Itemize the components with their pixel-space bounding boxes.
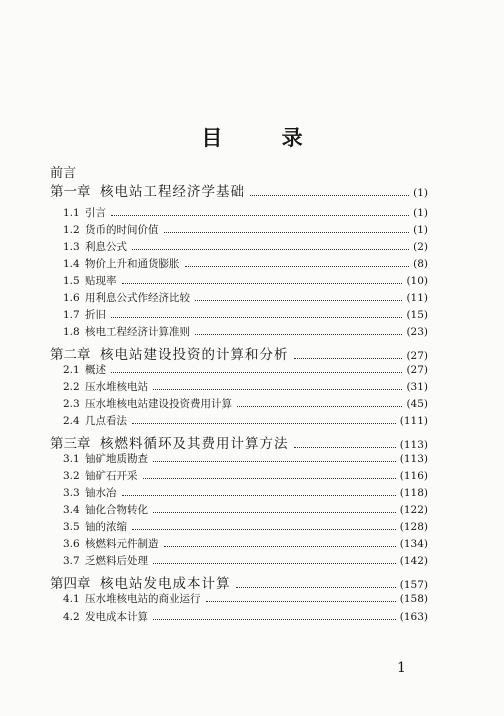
entry-title: 核电工程经济计算准则 xyxy=(85,326,190,338)
dot-leader xyxy=(122,282,403,284)
dot-leader xyxy=(132,248,409,250)
dot-leader xyxy=(153,618,396,620)
entry-title: 物价上升和通货膨胀 xyxy=(85,258,180,270)
entry-page: (163) xyxy=(399,611,428,623)
entry-title: 铀水冶 xyxy=(85,487,117,499)
entry-title: 核燃料循环及其费用计算方法 xyxy=(100,436,289,452)
dot-leader xyxy=(185,265,410,267)
toc-section-entry xyxy=(63,205,428,220)
entry-number: 第一章 xyxy=(50,184,91,200)
entry-page: (157) xyxy=(399,579,428,591)
toc-section-entry xyxy=(63,451,428,466)
entry-page: (8) xyxy=(413,258,428,270)
dot-leader xyxy=(111,371,402,373)
toc-section-entry xyxy=(63,307,428,322)
entry-page: (27) xyxy=(406,350,428,362)
entry-title: 利息公式 xyxy=(85,241,127,253)
dot-leader xyxy=(250,194,409,196)
entry-number: 1.6 xyxy=(63,292,80,304)
dot-leader xyxy=(236,586,396,588)
entry-number: 第二章 xyxy=(50,347,91,363)
dot-leader xyxy=(153,562,396,564)
dot-leader xyxy=(195,299,402,301)
entry-number: 3.6 xyxy=(63,538,80,550)
dot-leader xyxy=(111,214,409,216)
entry-page: (128) xyxy=(399,521,428,533)
entry-number: 1.8 xyxy=(63,326,80,338)
dot-leader xyxy=(153,460,396,462)
entry-page: (134) xyxy=(399,538,428,550)
dot-leader xyxy=(195,333,402,335)
dot-leader xyxy=(111,316,402,318)
toc-section-entry xyxy=(63,222,428,237)
toc-section-entry xyxy=(63,396,428,411)
toc-chapter-entry xyxy=(50,343,428,363)
entry-title: 核燃料元件制造 xyxy=(85,538,159,550)
entry-title: 核电站建设投资的计算和分析 xyxy=(100,347,289,363)
toc-section-entry xyxy=(63,591,428,606)
entry-title: 铀的浓缩 xyxy=(85,521,127,533)
entry-title: 铀化合物转化 xyxy=(85,504,148,516)
entry-page: (1) xyxy=(413,224,428,236)
entry-number: 第四章 xyxy=(50,576,91,592)
entry-title: 核电站发电成本计算 xyxy=(100,576,231,592)
toc-section-entry xyxy=(63,413,428,428)
toc-chapter-entry xyxy=(50,432,428,452)
dot-leader xyxy=(164,545,396,547)
toc-section-entry xyxy=(63,536,428,551)
entry-page: (31) xyxy=(406,381,428,393)
entry-number: 1.5 xyxy=(63,275,80,287)
entry-number: 1.1 xyxy=(63,207,80,219)
entry-number: 1.4 xyxy=(63,258,80,270)
toc-section-entry xyxy=(63,502,428,517)
entry-title: 贴现率 xyxy=(85,275,117,287)
entry-title: 铀矿地质勘查 xyxy=(85,453,148,465)
entry-number: 4.2 xyxy=(63,611,80,623)
entry-number: 3.5 xyxy=(63,521,80,533)
entry-page: (1) xyxy=(413,187,428,199)
dot-leader xyxy=(132,528,396,530)
toc-section-entry xyxy=(63,553,428,568)
toc-title: 目 录 xyxy=(201,126,329,150)
dot-leader xyxy=(164,231,410,233)
entry-page: (113) xyxy=(399,453,428,465)
dot-leader xyxy=(153,388,402,390)
entry-page: (27) xyxy=(406,364,428,376)
toc-section-entry xyxy=(63,256,428,271)
entry-number: 4.1 xyxy=(63,593,80,605)
entry-title: 压水堆核电站 xyxy=(85,381,148,393)
toc-section-entry xyxy=(63,273,428,288)
entry-number: 1.3 xyxy=(63,241,80,253)
entry-page: (118) xyxy=(399,487,428,499)
entry-number: 1.2 xyxy=(63,224,80,236)
entry-number: 第三章 xyxy=(50,436,91,452)
entry-page: (23) xyxy=(406,326,428,338)
entry-title: 货币的时间价值 xyxy=(85,224,159,236)
entry-title: 铀矿石开采 xyxy=(85,470,138,482)
dot-leader xyxy=(206,600,396,602)
toc-section-entry xyxy=(63,468,428,483)
page-number: 1 xyxy=(397,660,406,676)
entry-page: (2) xyxy=(413,241,428,253)
entry-number: 3.2 xyxy=(63,470,80,482)
dot-leader xyxy=(237,405,402,407)
toc-section-entry xyxy=(63,362,428,377)
entry-page: (45) xyxy=(406,398,428,410)
toc-section-entry xyxy=(63,485,428,500)
entry-number: 2.3 xyxy=(63,398,80,410)
entry-title: 几点看法 xyxy=(85,415,127,427)
toc-chapter-entry xyxy=(50,180,428,200)
entry-page: (11) xyxy=(406,292,428,304)
entry-number: 3.3 xyxy=(63,487,80,499)
entry-page: (1) xyxy=(413,207,428,219)
dot-leader xyxy=(143,477,396,479)
entry-number: 3.1 xyxy=(63,453,80,465)
toc-section-entry xyxy=(63,379,428,394)
dot-leader xyxy=(122,494,396,496)
entry-title: 核电站工程经济学基础 xyxy=(100,184,245,200)
entry-title: 压水堆核电站建设投资费用计算 xyxy=(85,398,232,410)
entry-title: 概述 xyxy=(85,364,106,376)
entry-number: 1.7 xyxy=(63,309,80,321)
entry-page: (15) xyxy=(406,309,428,321)
toc-section-entry xyxy=(63,609,428,624)
entry-title: 引言 xyxy=(85,207,106,219)
toc-chapter-entry xyxy=(50,572,428,592)
entry-page: (113) xyxy=(399,439,428,451)
entry-number: 3.4 xyxy=(63,504,80,516)
toc-section-entry xyxy=(63,290,428,305)
entry-page: (111) xyxy=(399,415,428,427)
entry-number: 3.7 xyxy=(63,555,80,567)
entry-number: 2.2 xyxy=(63,381,80,393)
entry-page: (116) xyxy=(399,470,428,482)
entry-title: 用利息公式作经济比较 xyxy=(85,292,190,304)
toc-section-entry xyxy=(63,239,428,254)
entry-number: 2.4 xyxy=(63,415,80,427)
dot-leader xyxy=(132,422,396,424)
dot-leader xyxy=(153,511,396,513)
toc-section-entry xyxy=(63,324,428,339)
entry-page: (158) xyxy=(399,593,428,605)
dot-leader xyxy=(294,446,396,448)
dot-leader xyxy=(294,357,403,359)
toc-section-entry xyxy=(63,519,428,534)
entry-title: 折旧 xyxy=(85,309,106,321)
entry-title: 压水堆核电站的商业运行 xyxy=(85,593,201,605)
entry-page: (10) xyxy=(406,275,428,287)
preface-entry: 前言 xyxy=(50,166,77,181)
entry-title: 发电成本计算 xyxy=(85,611,148,623)
entry-title: 乏燃料后处理 xyxy=(85,555,148,567)
entry-page: (122) xyxy=(399,504,428,516)
entry-page: (142) xyxy=(399,555,428,567)
entry-number: 2.1 xyxy=(63,364,80,376)
